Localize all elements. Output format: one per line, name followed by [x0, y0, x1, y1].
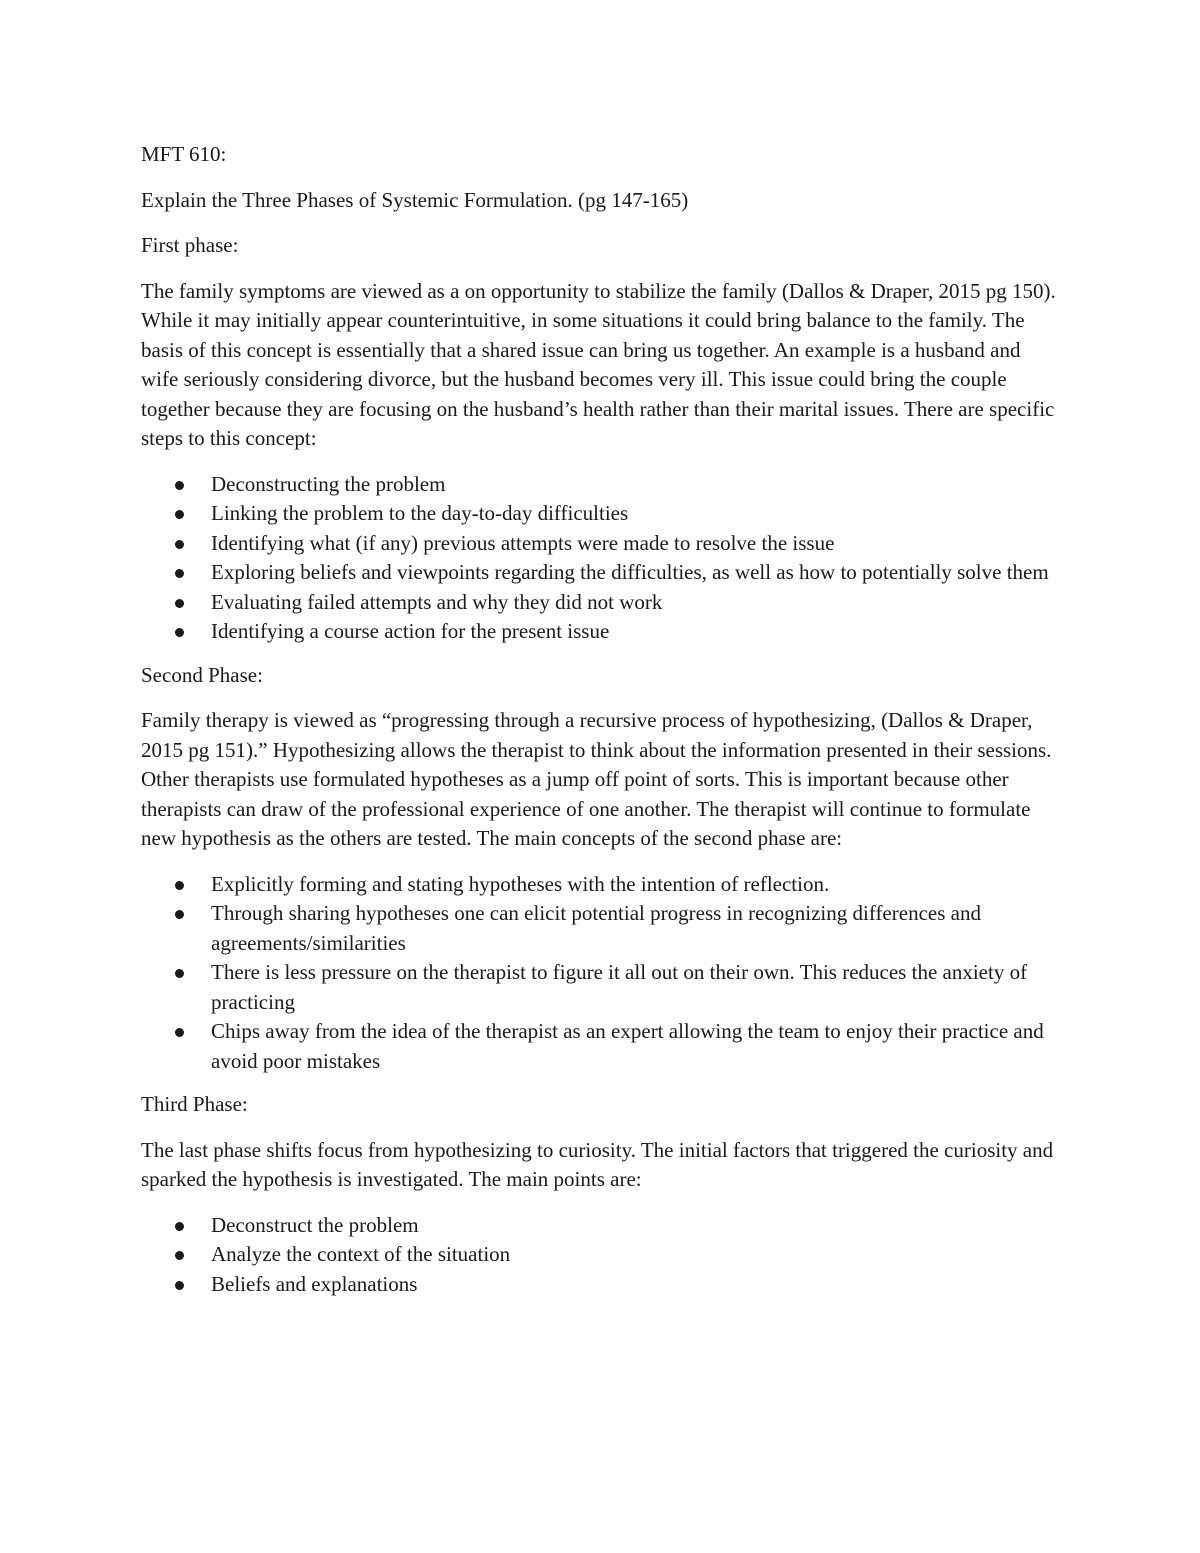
- bullet-icon: [175, 969, 184, 978]
- list-item: [141, 958, 1061, 1017]
- list-item-text: Chips away from the idea of the therapist as an expert allowing the team to enjoy their practice and avoid poor mistakes: [211, 1019, 1044, 1073]
- list-item-text: There is less pressure on the therapist to figure it all out on their own. This reduces the anxiety of practicing: [211, 960, 1028, 1014]
- list-item: [141, 899, 1061, 958]
- list-item-text: Identifying what (if any) previous attempts were made to resolve the issue: [211, 530, 835, 555]
- list-item-text: Exploring beliefs and viewpoints regarding the difficulties, as well as how to potentially solve them: [211, 560, 1049, 584]
- bullet-icon: [175, 628, 184, 637]
- list-item: [141, 1240, 1061, 1270]
- list-item: [141, 588, 1061, 618]
- phase2-heading: Second Phase:: [141, 662, 263, 687]
- list-item-text: Through sharing hypotheses one can elicit potential progress in recognizing differences and agreements/similarities: [211, 901, 981, 955]
- list-item-text: Beliefs and explanations: [211, 1271, 418, 1296]
- course-title: MFT 610:: [141, 142, 227, 166]
- list-item: [141, 529, 1061, 559]
- list-item: [141, 1270, 1061, 1300]
- phase3-body: The last phase shifts focus from hypothesizing to curiosity. The initial factors that triggered the curiosity and sparked the hypothesis is investigated. The main points are:: [141, 1137, 1054, 1191]
- list-item-text: Identifying a course action for the present issue: [211, 619, 610, 643]
- bullet-icon: [175, 599, 184, 608]
- list-item: [141, 499, 1061, 529]
- bullet-icon: [175, 1028, 184, 1037]
- list-item-text: Deconstruct the problem: [211, 1212, 419, 1237]
- bullet-icon: [175, 1251, 184, 1260]
- list-item-text: Explicitly forming and stating hypotheses with the intention of reflection.: [211, 871, 830, 896]
- list-item-text: Deconstructing the problem: [211, 471, 446, 496]
- list-item: [141, 1017, 1061, 1076]
- list-item: [141, 617, 1061, 647]
- phase1-body: The family symptoms are viewed as a on opportunity to stabilize the family (Dallos & Draper, 2015 pg 150). While it may initially appear counterintuitive, in some situations it could bring balance to the family. The basis of this concept is essentially that a shared issue can bring us together. An example is a husband and wife seriously considering divorce, but the husband becomes very ill. This issue could bring the couple together because they are focusing on the husband’s health rather than their marital issues. There are specific steps to this concept:: [141, 278, 1056, 450]
- bullet-icon: [175, 1281, 184, 1290]
- phase3-list: [141, 1211, 1061, 1300]
- bullet-icon: [175, 481, 184, 490]
- bullet-icon: [175, 569, 184, 578]
- list-item-text: Linking the problem to the day-to-day difficulties: [211, 501, 629, 525]
- bullet-icon: [175, 540, 184, 549]
- document-page: [141, 140, 1061, 1313]
- list-item-text: Evaluating failed attempts and why they did not work: [211, 589, 663, 614]
- phase3-heading: Third Phase:: [141, 1092, 248, 1116]
- list-item-text: Analyze the context of the situation: [211, 1242, 511, 1266]
- bullet-icon: [175, 910, 184, 919]
- phase2-body: Family therapy is viewed as “progressing through a recursive process of hypothesizing, (Dallos & Draper, 2015 pg 151).” Hypothesizing allows the therapist to think about the information presented in their sessions. Other therapists use formulated hypotheses as a jump off point of sorts. This is important because other therapists can draw of the professional experience of one another. The therapist will continue to formulate new hypothesis as the others are tested. The main concepts of the second phase are:: [141, 708, 1052, 850]
- list-item: [141, 470, 1061, 500]
- bullet-icon: [175, 510, 184, 519]
- phase2-list: [141, 870, 1061, 1077]
- list-item: [141, 870, 1061, 900]
- list-item: [141, 558, 1061, 588]
- phase1-heading: First phase:: [141, 233, 239, 257]
- assignment-prompt: Explain the Three Phases of Systemic Formulation. (pg 147-165): [141, 187, 689, 212]
- bullet-icon: [175, 1222, 184, 1231]
- bullet-icon: [175, 881, 184, 890]
- list-item: [141, 1211, 1061, 1241]
- phase1-list: [141, 470, 1061, 647]
